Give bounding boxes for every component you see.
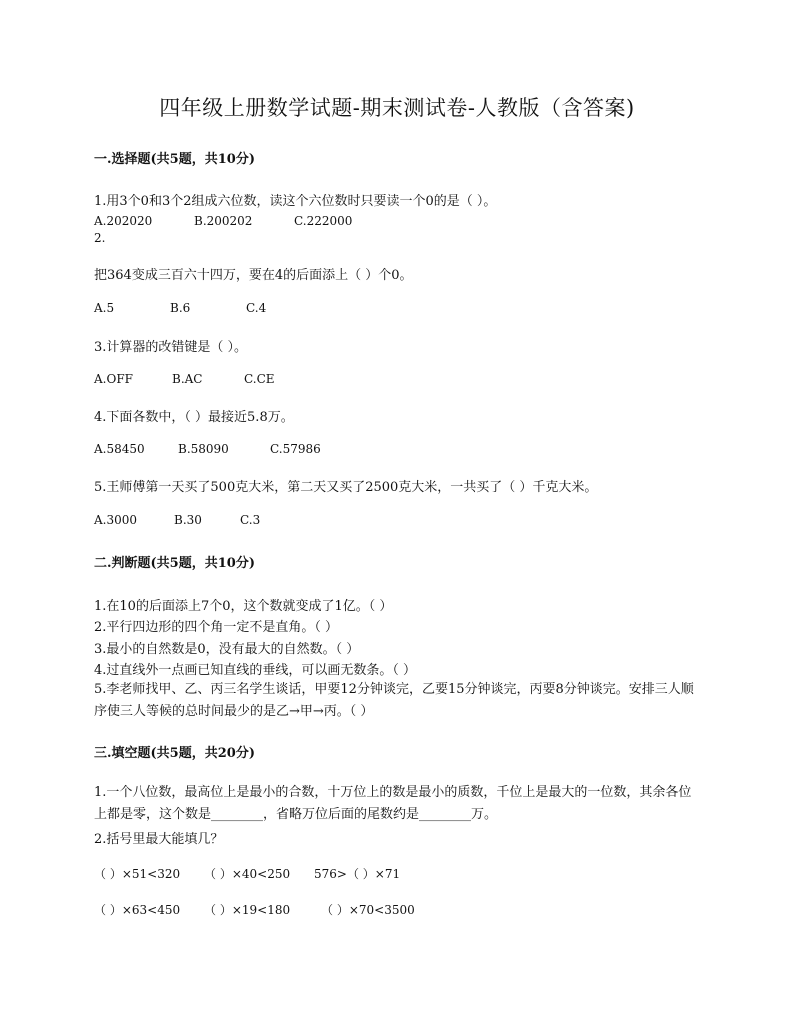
option-b: B.AC <box>172 372 203 386</box>
judgement-question-2: 2.平行四边形的四个角一定不是直角。（ ） <box>94 620 339 635</box>
option-b: B.58090 <box>178 442 229 456</box>
judgement-question-1: 1.在10的后面添上7个0，这个数就变成了1亿。（ ） <box>94 599 393 614</box>
option-a: A.3000 <box>94 513 138 527</box>
option-a: A.5 <box>94 301 115 315</box>
fill-row-2 <box>94 901 415 918</box>
choice-question-5: 5.王师傅第一天买了500克大米，第二天又买了2500克大米，一共买了（ ）千克大米。 <box>94 480 598 495</box>
page-title: 四年级上册数学试题-期末测试卷-人教版（含答案) <box>159 96 635 120</box>
option-a: A.202020 <box>94 214 153 228</box>
choice-options-4 <box>94 442 321 456</box>
option-b: B.30 <box>174 513 202 527</box>
choice-question-4: 4.下面各数中，（ ）最接近5.8万。 <box>94 410 294 425</box>
fill-item: （ ）×63<450 <box>94 903 181 917</box>
choice-options-3 <box>94 372 275 386</box>
choice-question-2: 把364变成三百六十四万，要在4的后面添上（ ）个0。 <box>94 268 413 283</box>
choice-options-2 <box>94 301 266 315</box>
option-c: C.3 <box>240 513 261 527</box>
fill-question-2: 2.括号里最大能填几？ <box>94 832 224 847</box>
option-a: A.OFF <box>94 372 133 386</box>
section-heading-choice: 一.选择题(共5题，共10分) <box>94 152 255 167</box>
choice-options-1 <box>94 214 352 228</box>
judgement-question-4: 4.过直线外一点画已知直线的垂线，可以画无数条。（ ） <box>94 663 417 678</box>
choice-question-1: 1.用3个0和3个2组成六位数，读这个六位数时只要读一个0的是（ ）。 <box>94 194 497 209</box>
option-b: B.200202 <box>194 214 253 228</box>
fill-item: （ ）×70<3500 <box>321 903 415 917</box>
fill-item: （ ）×51<320 <box>94 867 181 881</box>
fill-item: 576>（ ）×71 <box>314 867 401 881</box>
option-c: C.222000 <box>294 214 353 228</box>
judgement-question-3: 3.最小的自然数是0，没有最大的自然数。（ ） <box>94 642 360 657</box>
option-a: A.58450 <box>94 442 145 456</box>
choice-question-2-number: 2. <box>94 231 106 245</box>
judgement-question-5: 5.李老师找甲、乙、丙三名学生谈话，甲要12分钟谈完，乙要15分钟谈完，丙要8分钟谈完。安排三人顺序使三人等候的总时间最少的是乙→甲→丙。（ ） <box>94 682 694 719</box>
choice-question-3: 3.计算器的改错键是（ ）。 <box>94 340 248 355</box>
option-c: C.CE <box>244 372 275 386</box>
fill-item: （ ）×19<180 <box>204 903 291 917</box>
option-b: B.6 <box>170 301 191 315</box>
section-heading-judgement: 二.判断题(共5题，共10分) <box>94 556 255 571</box>
section-heading-fill: 三.填空题(共5题，共20分) <box>94 746 255 761</box>
choice-options-5 <box>94 513 260 527</box>
fill-row-1 <box>94 865 400 882</box>
option-c: C.57986 <box>270 442 321 456</box>
fill-question-1: 1.一个八位数，最高位上是最小的合数，十万位上的数是最小的质数，千位上是最大的一位数，其余各位上都是零，这个数是________，省略万位后面的尾数约是________万。 <box>94 785 692 822</box>
option-c: C.4 <box>246 301 267 315</box>
fill-item: （ ）×40<250 <box>204 867 291 881</box>
